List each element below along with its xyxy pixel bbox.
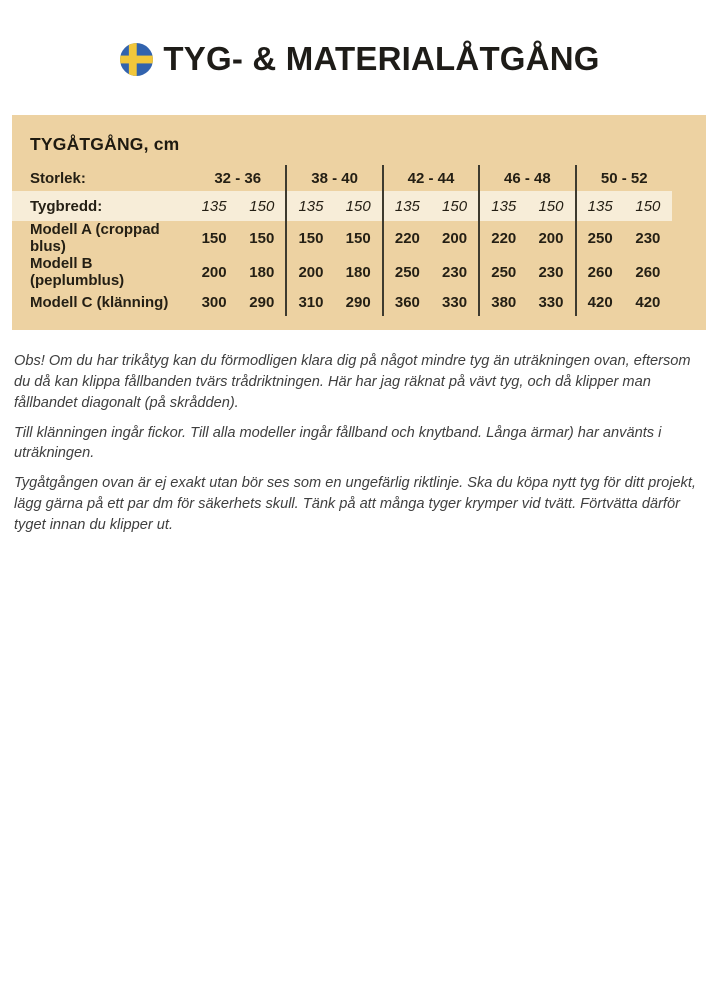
size-range: 50 - 52 [576, 165, 672, 191]
fabric-requirements-panel [12, 115, 706, 330]
swedish-flag-icon [120, 43, 153, 76]
fabric-width: 135 [286, 191, 334, 221]
table-cell: 260 [635, 263, 661, 281]
table-cell: 300 [201, 294, 227, 311]
note-paragraph: Tygåtgången ovan är ej exakt utan bör ses som en ungefärlig riktlinje. Ska du köpa nytt tyg för ditt projekt, lägg gärna på ett par dm för säkerhets skull. Tänk på att många tyger krymper vid tvätt. Förtvätta därför tyget innan du klipper ut. [14, 475, 696, 534]
table-cell: 150 [201, 229, 227, 247]
table-cell: 250 [383, 255, 431, 289]
table-cell: 250 [479, 255, 527, 289]
size-range: 46 - 48 [479, 165, 575, 191]
table-cell: 360 [383, 289, 431, 316]
table-cell: 220 [383, 221, 431, 255]
fabric-width: 135 [576, 191, 624, 221]
model-label: Modell B (peplumblus) [30, 255, 125, 289]
table-cell: 180 [249, 263, 275, 281]
size-header-row [12, 165, 672, 191]
table-cell: 230 [635, 229, 661, 247]
fabric-table [12, 165, 672, 316]
table-cell: 150 [249, 229, 275, 247]
fabric-width-row [12, 191, 672, 221]
table-cell: 330 [442, 294, 468, 311]
model-label: Modell C (klänning) [30, 294, 169, 311]
fabric-width: 150 [345, 197, 371, 215]
table-cell: 290 [249, 294, 275, 311]
table-cell: 200 [442, 229, 468, 247]
notes-section [14, 351, 706, 536]
table-cell: 420 [576, 289, 624, 316]
note-paragraph: Till klänningen ingår fickor. Till alla modeller ingår fållband och knytband. Långa ärmar) har använts i uträkningen. [14, 424, 662, 462]
table-cell: 310 [286, 289, 334, 316]
table-cell: 150 [345, 229, 371, 247]
table-cell: 230 [538, 263, 564, 281]
size-range: 32 - 36 [214, 169, 262, 187]
table-cell: 290 [345, 294, 371, 311]
width-row-label: Tygbredd: [30, 197, 103, 215]
model-label: Modell A (croppad blus) [30, 221, 160, 255]
table-cell: 230 [442, 263, 468, 281]
table-heading: TYGÅTGÅNG, cm [30, 134, 180, 154]
fabric-width: 150 [249, 197, 275, 215]
table-cell: 420 [635, 294, 661, 311]
fabric-width: 150 [442, 197, 468, 215]
model-c-row [12, 289, 672, 316]
page-title: TYG- & MATERIALÅTGÅNG [163, 40, 600, 77]
fabric-width: 135 [479, 191, 527, 221]
table-cell: 150 [286, 221, 334, 255]
table-cell: 250 [576, 221, 624, 255]
table-cell: 260 [576, 255, 624, 289]
fabric-width: 150 [538, 197, 564, 215]
size-row-label: Storlek: [30, 169, 86, 187]
model-a-row [12, 221, 672, 255]
model-b-row [12, 255, 672, 289]
page-header [0, 40, 720, 78]
table-cell: 200 [201, 263, 227, 281]
size-range: 42 - 44 [383, 165, 479, 191]
fabric-width: 135 [201, 197, 227, 215]
table-cell: 200 [538, 229, 564, 247]
note-paragraph: Obs! Om du har trikåtyg kan du förmodligen klara dig på något mindre tyg än uträkningen ovan, eftersom du då kan klippa fållbanden tvärs trådriktningen. Här har jag räknat på vävt tyg, och då klipper man fållbandet diagonalt (på skrådden). [14, 353, 691, 411]
table-cell: 220 [479, 221, 527, 255]
table-cell: 180 [345, 263, 371, 281]
fabric-width: 135 [383, 191, 431, 221]
table-cell: 200 [286, 255, 334, 289]
table-cell: 380 [479, 289, 527, 316]
size-range: 38 - 40 [286, 165, 382, 191]
table-cell: 330 [538, 294, 564, 311]
fabric-width: 150 [635, 197, 661, 215]
